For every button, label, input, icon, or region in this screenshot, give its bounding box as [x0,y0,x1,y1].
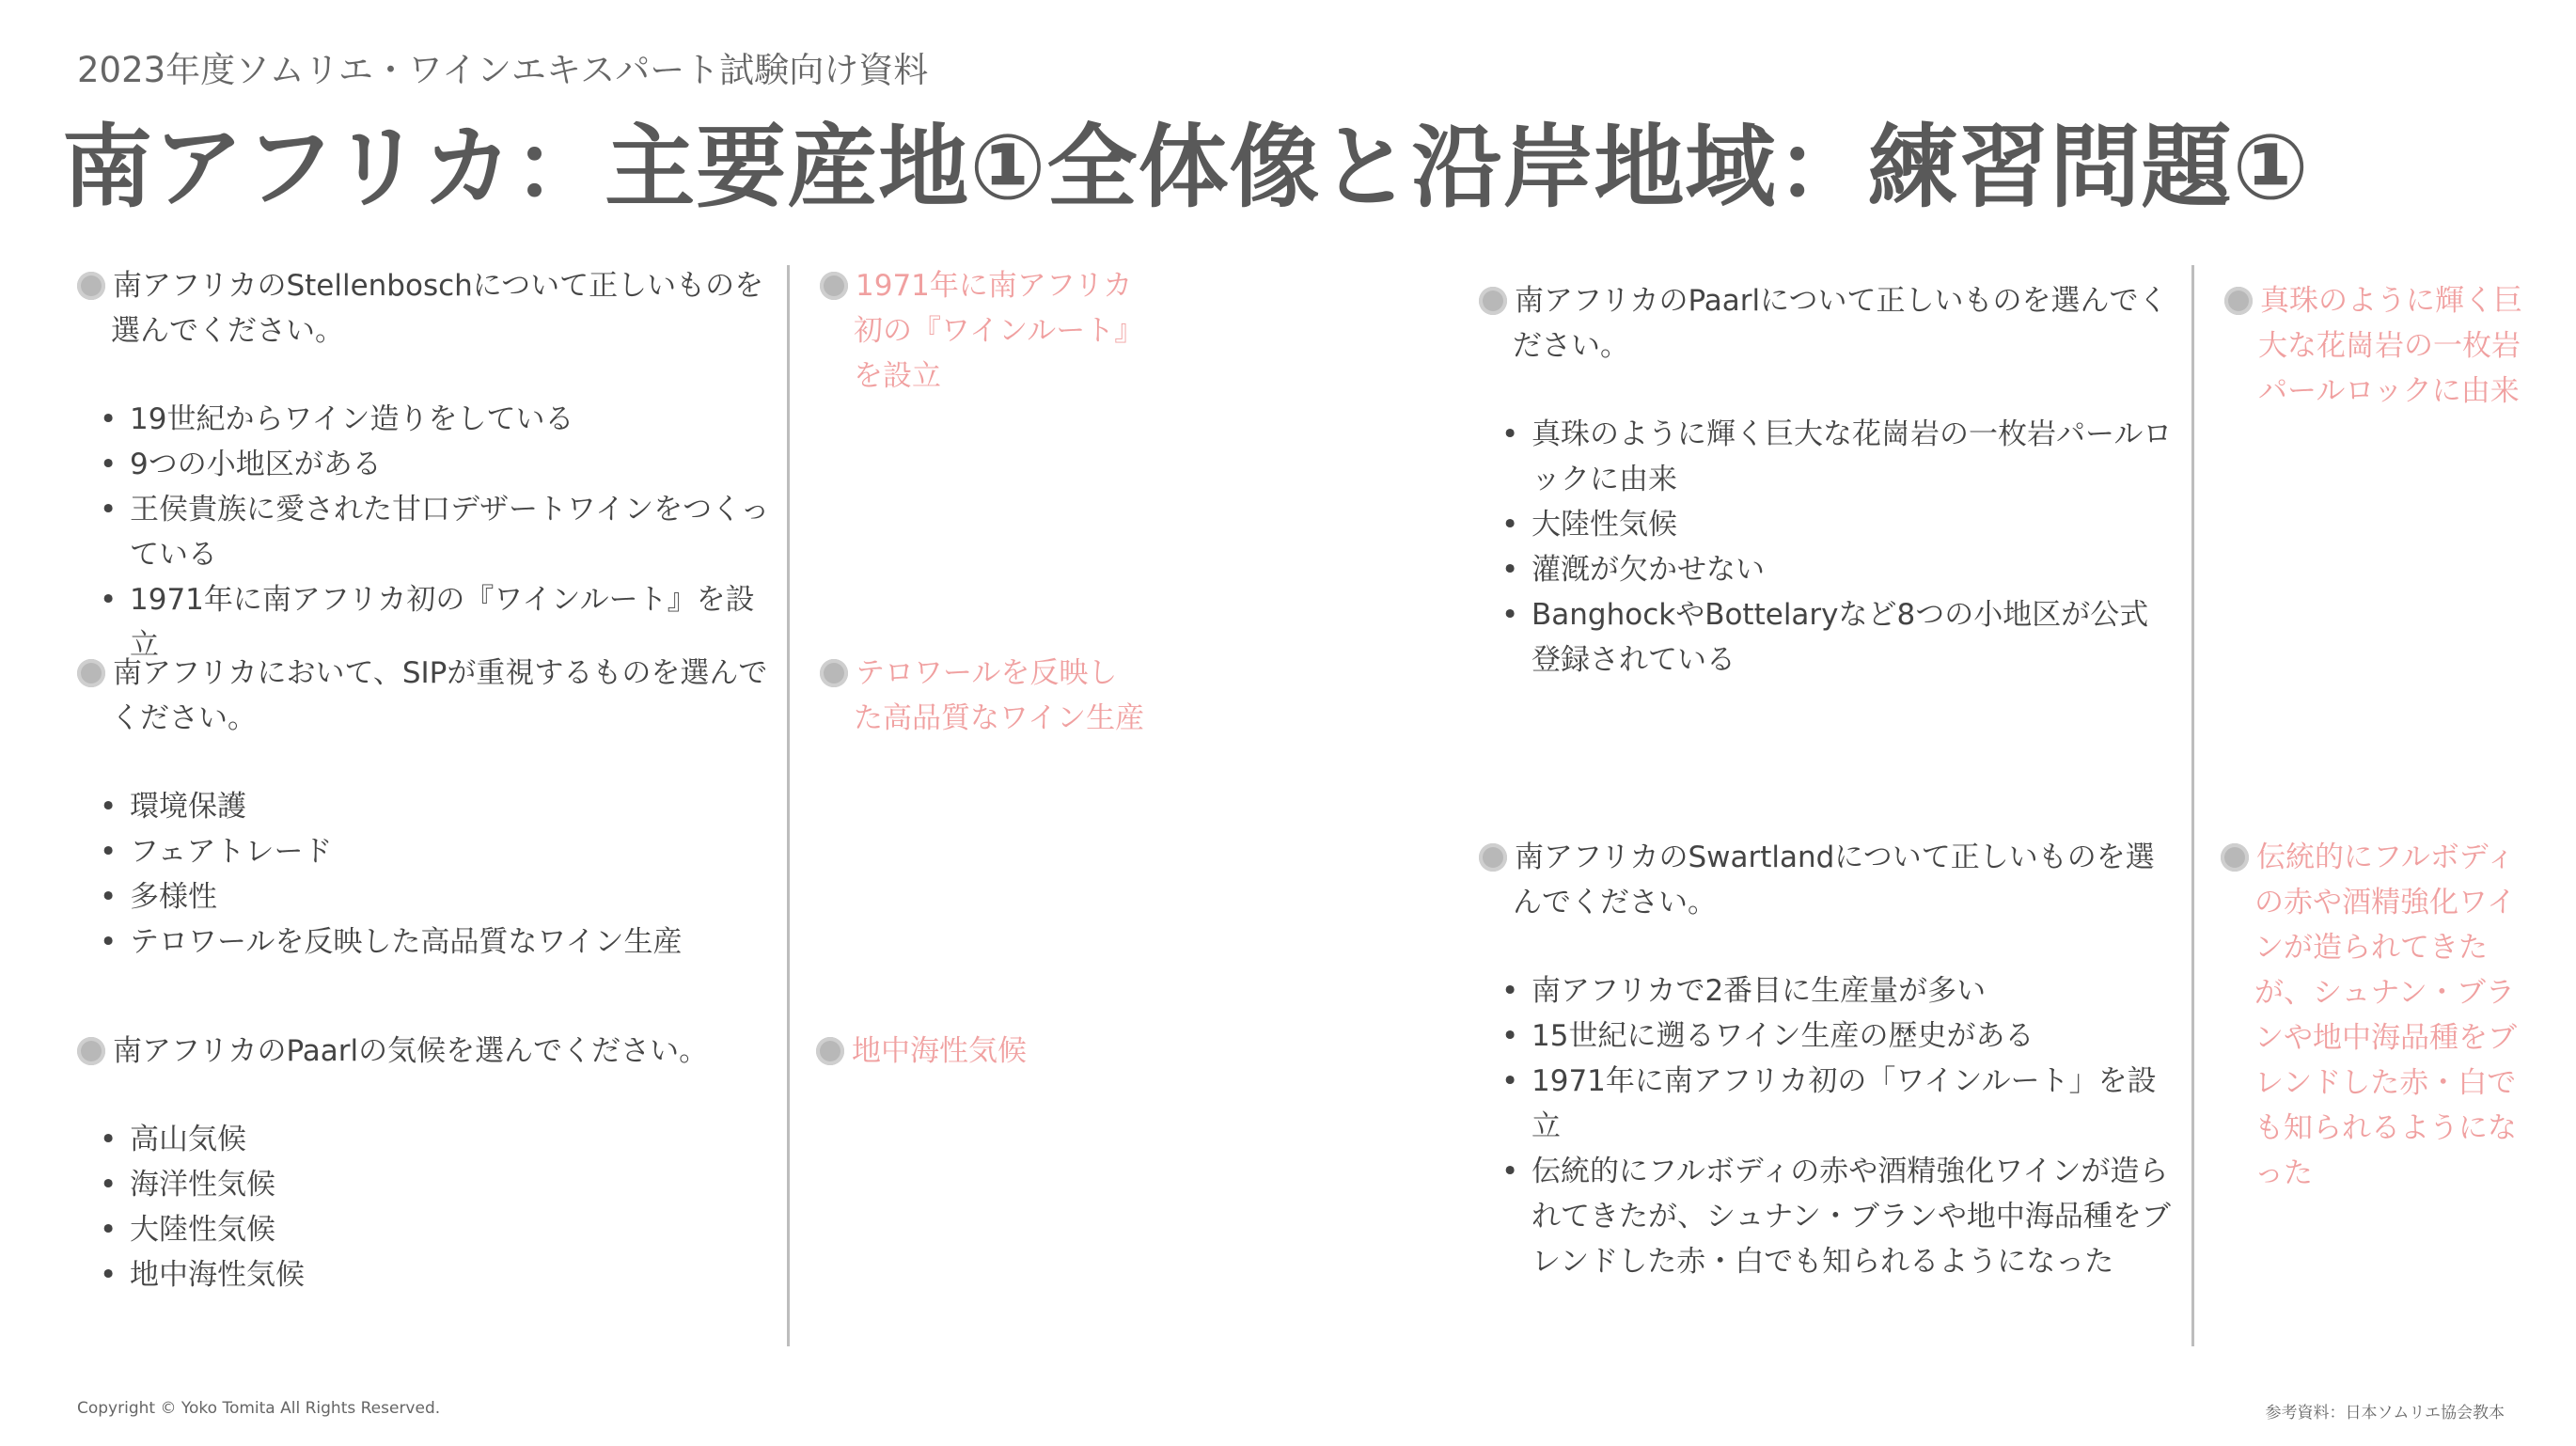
question-text: 南アフリカのSwartlandについて正しいものを選んでください。 [1513,841,2155,919]
question-text: 南アフリカにおいて、SIPが重視するものを選んでください。 [111,656,768,735]
option-item: • 真珠のように輝く巨大な花崗岩の一枚岩パールロックに由来 [1479,412,2176,502]
answer-text: テロワールを反映した高品質なワイン生産 [854,656,1145,735]
question-block-2 [77,651,778,965]
options-list [1479,968,2176,1284]
question-block-5 [1479,835,2176,1284]
option-item: • 海洋性気候 [77,1162,778,1207]
question-block-4 [1479,278,2176,683]
answer-4 [2224,278,2540,414]
circle-bullet-icon [77,659,105,687]
answer-text: 真珠のように輝く巨大な花崗岩の一枚岩パールロックに由来 [2258,284,2522,408]
page-title: 南アフリカ：主要産地①全体像と沿岸地域：練習問題① [62,115,2310,220]
circle-bullet-icon [1479,287,1507,315]
page-subtitle: 2023年度ソムリエ・ワインエキスパート試験向け資料 [77,50,929,90]
answer-3 [816,1029,1226,1074]
question-text: 南アフリカのPaarlの気候を選んでください。 [113,1034,709,1068]
copyright-text: Copyright © Yoko Tomita All Rights Reserved. [77,1399,441,1418]
circle-bullet-icon [2224,287,2253,315]
circle-bullet-icon [2221,843,2249,872]
option-item: • テロワールを反映した高品質なワイン生産 [77,919,778,965]
answer-2 [820,651,1145,741]
answer-text: 伝統的にフルボディの赤や酒精強化ワインが造られてきたが、シュナン・ブランや地中海品種をブレンドした赤・白でも知られるようになった [2254,841,2517,1190]
divider-left [787,265,790,1346]
option-item: • 南アフリカで2番目に生産量が多い [1479,968,2176,1014]
option-item: • 大陸性気候 [77,1207,778,1252]
question-block-3 [77,1029,778,1297]
answer-1 [820,263,1145,399]
option-item: • フェアトレード [77,829,778,874]
options-list [77,784,778,965]
circle-bullet-icon [820,272,848,300]
option-item: • 伝統的にフルボディの赤や酒精強化ワインが造られてきたが、シュナン・ブランや地中海品種をブレンドした赤・白でも知られるようになった [1479,1149,2176,1284]
option-item: • 多様性 [77,874,778,919]
circle-bullet-icon [1479,843,1507,872]
circle-bullet-icon [820,659,848,687]
options-list [77,1117,778,1297]
option-item: • 1971年に南アフリカ初の「ワインルート」を設立 [1479,1059,2176,1149]
circle-bullet-icon [816,1037,844,1065]
circle-bullet-icon [77,272,105,300]
question-text: 南アフリカのStellenboschについて正しいものを選んでください。 [111,269,764,348]
option-item: • 地中海性気候 [77,1252,778,1297]
option-item: • 高山気候 [77,1117,778,1162]
question-text: 南アフリカのPaarlについて正しいものを選んでください。 [1513,284,2168,363]
answer-5 [2221,835,2537,1196]
option-item: • 王侯貴族に愛された甘口デザートワインをつくっている [77,487,778,577]
options-list [1479,412,2176,683]
option-item: • 19世紀からワイン造りをしている [77,397,778,442]
option-item: • BanghockやBottelaryなど8つの小地区が公式登録されている [1479,592,2176,683]
option-item: • 9つの小地区がある [77,442,778,487]
divider-right [2191,265,2194,1346]
question-block-1 [77,263,778,668]
option-item: • 15世紀に遡るワイン生産の歴史がある [1479,1014,2176,1059]
option-item: • 灌漑が欠かせない [1479,547,2176,592]
option-item: • 1971年に南アフリカ初の『ワインルート』を設立 [77,577,778,668]
answer-text: 1971年に南アフリカ初の『ワインルート』を設立 [854,269,1144,393]
option-item: • 環境保護 [77,784,778,829]
circle-bullet-icon [77,1037,105,1065]
reference-text: 参考資料：日本ソムリエ協会教本 [2265,1404,2505,1422]
option-item: • 大陸性気候 [1479,502,2176,547]
answer-text: 地中海性気候 [852,1034,1027,1068]
options-list [77,397,778,668]
